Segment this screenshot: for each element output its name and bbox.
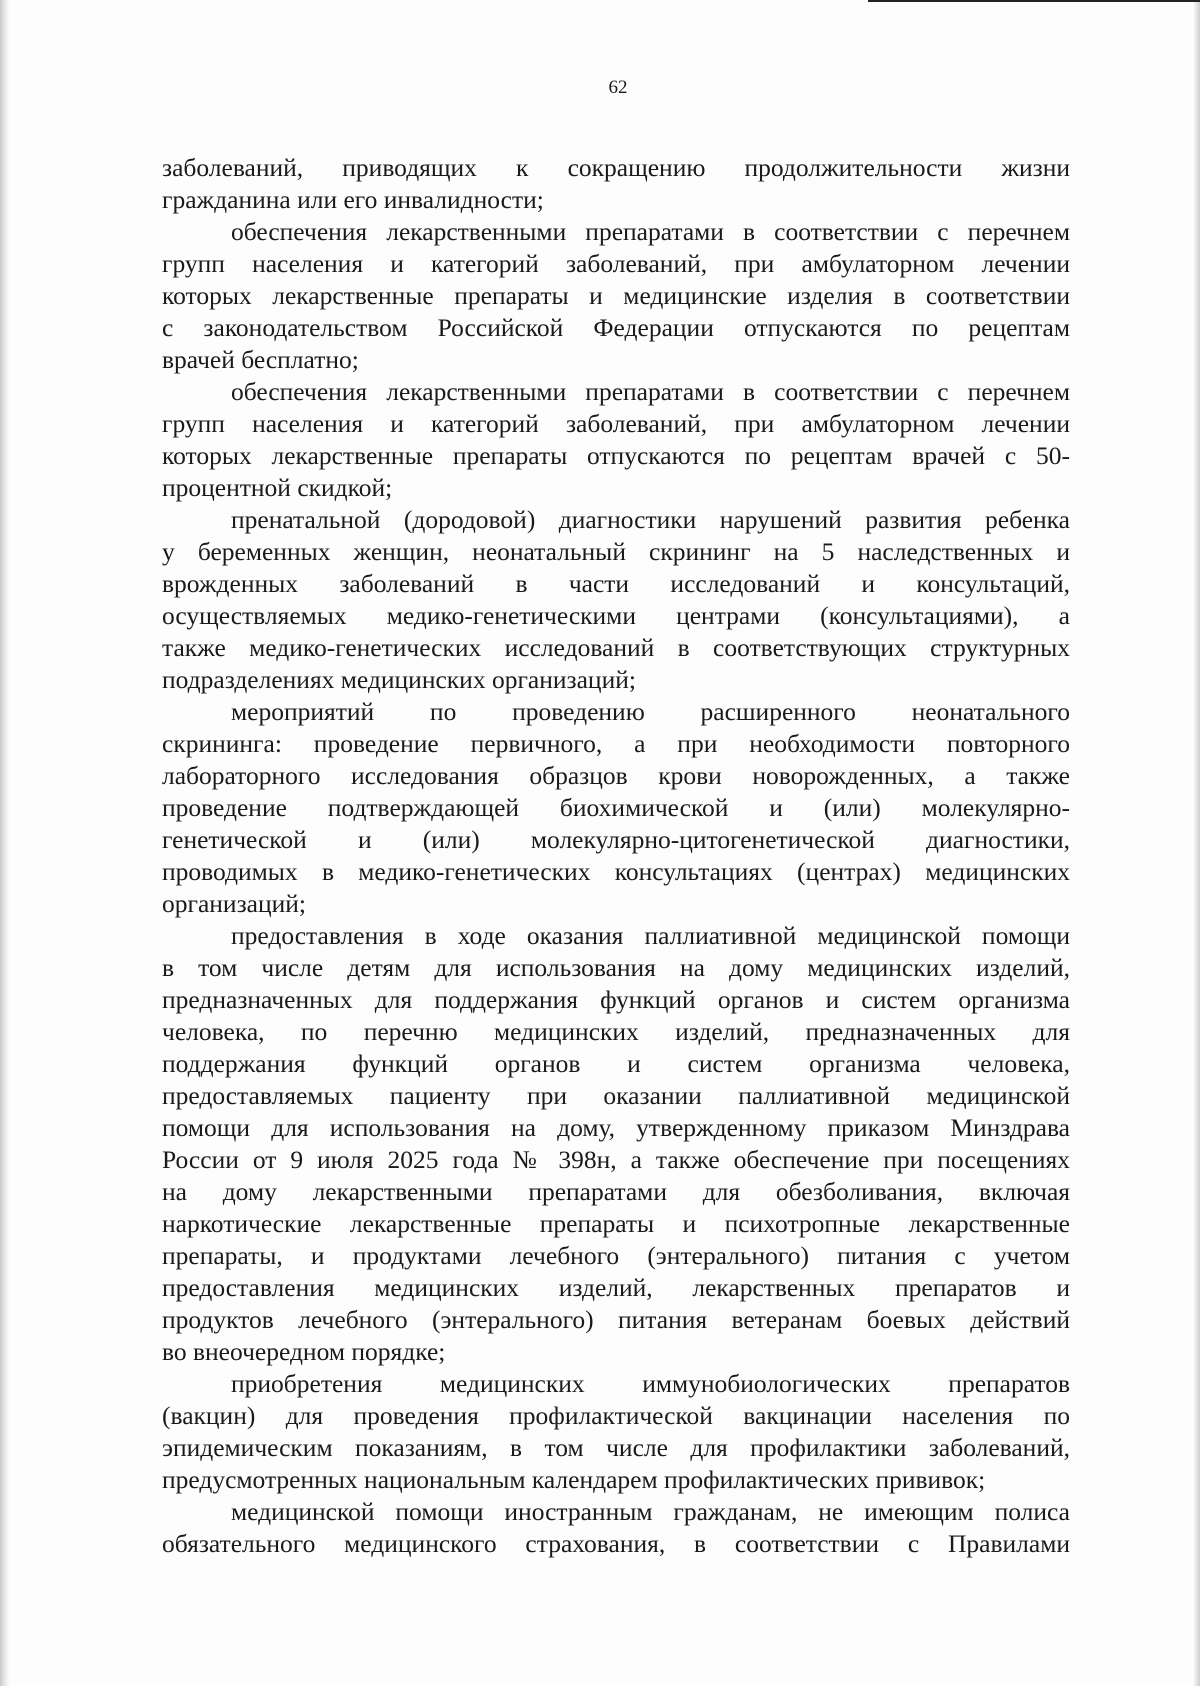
text-line: поддержания функций органов и систем организма человека,: [162, 1049, 1070, 1078]
text-line: групп населения и категорий заболеваний, при амбулаторном лечении: [162, 249, 1070, 278]
text-line: медицинской помощи иностранным гражданам, не имеющим полиса: [231, 1497, 1070, 1526]
text-line: врожденных заболеваний в части исследований и консультаций,: [162, 569, 1070, 598]
text-line: помощи для использования на дому, утвержденному приказом Минздрава: [162, 1113, 1070, 1142]
text-line: групп населения и категорий заболеваний, при амбулаторном лечении: [162, 409, 1070, 438]
text-line: у беременных женщин, неонатальный скрининг на 5 наследственных и: [162, 537, 1070, 566]
text-line: генетической и (или) молекулярно-цитогенетической диагностики,: [162, 825, 1070, 854]
text-line: проводимых в медико-генетических консультациях (центрах) медицинских: [162, 857, 1070, 886]
text-line: приобретения медицинских иммунобиологических препаратов: [231, 1369, 1070, 1398]
text-line: предназначенных для поддержания функций органов и систем организма: [162, 985, 1070, 1014]
text-line: заболеваний, приводящих к сокращению продолжительности жизни: [162, 153, 1070, 182]
text-line: во внеочередном порядке;: [162, 1337, 446, 1366]
text-line: наркотические лекарственные препараты и психотропные лекарственные: [162, 1209, 1070, 1238]
text-line: также медико-генетических исследований в соответствующих структурных: [162, 633, 1070, 662]
text-line: пренатальной (дородовой) диагностики нарушений развития ребенка: [231, 505, 1070, 534]
text-line: осуществляемых медико-генетическими центрами (консультациями), а: [162, 601, 1070, 630]
text-line: (вакцин) для проведения профилактической вакцинации населения по: [162, 1401, 1070, 1430]
text-line: скрининга: проведение первичного, а при необходимости повторного: [162, 729, 1070, 758]
text-line: лабораторного исследования образцов крови новорожденных, а также: [162, 761, 1070, 790]
text-line: предоставления медицинских изделий, лекарственных препаратов и: [162, 1273, 1070, 1302]
text-line: предоставляемых пациенту при оказании паллиативной медицинской: [162, 1081, 1070, 1110]
text-line: которых лекарственные препараты отпускаются по рецептам врачей с 50-: [162, 441, 1070, 470]
text-line: предусмотренных национальным календарем профилактических прививок;: [162, 1465, 986, 1494]
text-line: гражданина или его инвалидности;: [162, 185, 544, 214]
text-line: в том числе детям для использования на дому медицинских изделий,: [162, 953, 1070, 982]
text-line: которых лекарственные препараты и медицинские изделия в соответствии: [162, 281, 1070, 310]
text-line: обеспечения лекарственными препаратами в соответствии с перечнем: [231, 377, 1070, 406]
scan-left-edge: [0, 0, 10, 1686]
text-line: продуктов лечебного (энтерального) питания ветеранам боевых действий: [162, 1305, 1070, 1334]
text-line: врачей бесплатно;: [162, 345, 359, 374]
text-line: препараты, и продуктами лечебного (энтерального) питания с учетом: [162, 1241, 1070, 1270]
text-line: человека, по перечню медицинских изделий, предназначенных для: [162, 1017, 1070, 1046]
text-line: эпидемическим показаниям, в том числе для профилактики заболеваний,: [162, 1433, 1070, 1462]
scan-top-mark: [868, 0, 1200, 2]
text-line: проведение подтверждающей биохимической и (или) молекулярно-: [162, 793, 1070, 822]
page-number: 62: [608, 77, 628, 98]
text-line: процентной скидкой;: [162, 473, 393, 502]
text-line: России от 9 июля 2025 года № 398н, а также обеспечение при посещениях: [162, 1145, 1070, 1174]
text-line: на дому лекарственными препаратами для обезболивания, включая: [162, 1177, 1070, 1206]
text-line: мероприятий по проведению расширенного неонатального: [231, 697, 1070, 726]
text-line: подразделениях медицинских организаций;: [162, 665, 636, 694]
scan-right-edge: [1193, 0, 1200, 1686]
text-line: обязательного медицинского страхования, в соответствии с Правилами: [162, 1529, 1070, 1558]
text-line: обеспечения лекарственными препаратами в соответствии с перечнем: [231, 217, 1070, 246]
text-line: с законодательством Российской Федерации отпускаются по рецептам: [162, 313, 1070, 342]
body-text: [162, 152, 1070, 1560]
text-line: предоставления в ходе оказания паллиативной медицинской помощи: [231, 921, 1070, 950]
text-line: организаций;: [162, 889, 306, 918]
